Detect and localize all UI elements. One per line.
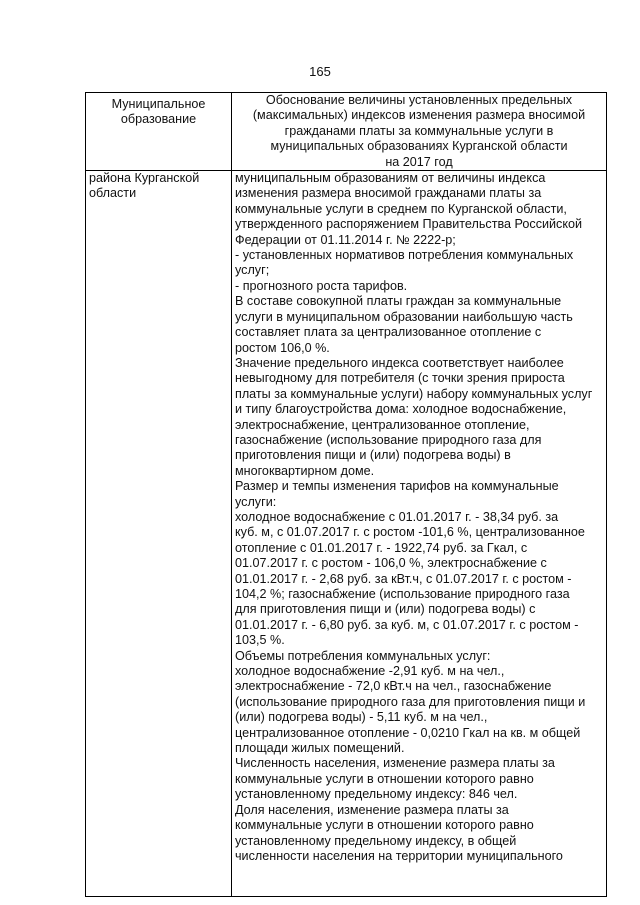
- text-line: услуги в муниципальном образовании наибольшую часть: [235, 309, 573, 324]
- text-line: услуг;: [235, 263, 270, 278]
- text-line: холодное водоснабжение -2,91 куб. м на чел.,: [235, 664, 505, 679]
- text-line: коммунальные услуги в среднем по Курганской области,: [235, 201, 567, 216]
- header-municipality: [86, 93, 232, 171]
- header-justification: [232, 93, 607, 171]
- text-line: гражданами платы за коммунальные услуги в: [284, 123, 554, 138]
- text-line: численности населения на территории муниципального: [235, 848, 563, 863]
- text-line: установленному предельному индексу, в общей: [235, 833, 517, 848]
- table-row: [86, 171, 607, 897]
- text-line: многоквартирном доме.: [235, 463, 375, 478]
- text-line: района Курганской: [89, 171, 200, 186]
- text-line: коммунальные услуги в отношении которого равно: [235, 771, 534, 786]
- text-line: Федерации от 01.11.2014 г. № 2222-р;: [235, 232, 456, 247]
- text-line: 104,2 %; газоснабжение (использование природного газа: [235, 587, 570, 601]
- text-line: коммунальные услуги в отношении которого равно: [235, 818, 534, 833]
- text-line: газоснабжение (использование природного газа для: [235, 432, 542, 447]
- text-line: Численность населения, изменение размера платы за: [235, 756, 555, 771]
- text-line: муниципальных образованиях Курганской области: [270, 139, 568, 154]
- text-line: Обоснование величины установленных предельных: [265, 93, 573, 107]
- justification-table: [85, 92, 607, 897]
- text-line: электроснабжение - 72,0 кВт.ч на чел., газоснабжение: [235, 679, 552, 694]
- text-line: холодное водоснабжение с 01.01.2017 г. - 38,34 руб. за: [235, 509, 559, 524]
- text-line: составляет плата за централизованное отопление с: [235, 325, 542, 340]
- text-line: отопление с 01.01.2017 г. - 1922,74 руб. за Гкал, с: [235, 540, 528, 555]
- text-line: 103,5 %.: [235, 633, 285, 648]
- table-header-row: [86, 93, 607, 171]
- text-line: приготовления пищи и (или) подогрева воды) в: [235, 448, 511, 463]
- text-line: Значение предельного индекса соответствует наиболее: [235, 355, 564, 370]
- text-line: 01.01.2017 г. - 2,68 руб. за кВт.ч, с 01.07.2017 г. с ростом -: [235, 571, 572, 586]
- text-line: 01.01.2017 г. - 6,80 руб. за куб. м, с 01.07.2017 г. с ростом -: [235, 617, 579, 632]
- text-line: В составе совокупной платы граждан за коммунальные: [235, 294, 562, 309]
- text-line: невыгодному для потребителя (с точки зрения прироста: [235, 371, 565, 386]
- text-line: и типу благоустройства дома: холодное водоснабжение,: [235, 402, 567, 417]
- page-number: 165: [309, 64, 331, 79]
- text-line: 01.07.2017 г. с ростом - 106,0 %, электроснабжение с: [235, 556, 547, 571]
- text-line: установленному предельному индексу: 846 чел.: [235, 787, 518, 802]
- text-line: централизованное отопление - 0,0210 Гкал на кв. м общей: [235, 725, 581, 740]
- text-line: - установленных нормативов потребления коммунальных: [235, 248, 574, 263]
- cell-municipality: [86, 171, 232, 897]
- text-line: (использование природного газа для приготовления пищи и: [235, 694, 586, 709]
- text-line: электроснабжение, централизованное отопление,: [235, 417, 530, 432]
- text-line: области: [89, 186, 137, 201]
- text-line: на 2017 год: [385, 154, 453, 169]
- text-line: Доля населения, изменение размера платы за: [235, 802, 509, 817]
- text-line: образование: [120, 112, 197, 127]
- text-line: площади жилых помещений.: [235, 741, 405, 756]
- text-line: - прогнозного роста тарифов.: [235, 278, 408, 293]
- text-line: утвержденного распоряжением Правительства Российской: [235, 217, 583, 232]
- text-line: для приготовления пищи и (или) подогрева воды) с: [235, 602, 536, 617]
- text-line: куб. м, с 01.07.2017 г. с ростом -101,6 %, централизованное: [235, 525, 585, 540]
- text-line: (или) подогрева воды) - 5,11 куб. м на чел.,: [235, 710, 488, 725]
- text-line: Размер и темпы изменения тарифов на коммунальные: [235, 479, 559, 494]
- text-line: (максимальных) индексов изменения размера вносимой: [252, 108, 586, 123]
- text-line: ростом 106,0 %.: [235, 340, 330, 355]
- text-line: Муниципальное: [111, 97, 206, 111]
- text-line: изменения размера вносимой гражданами платы за: [235, 186, 542, 201]
- text-line: муниципальным образованиям от величины индекса: [235, 171, 546, 186]
- text-line: Объемы потребления коммунальных услуг:: [235, 648, 491, 663]
- text-line: платы за коммунальные услуги) набору коммунальных услуг: [235, 386, 593, 401]
- text-line: услуги:: [235, 494, 277, 509]
- cell-justification-text: [232, 171, 607, 897]
